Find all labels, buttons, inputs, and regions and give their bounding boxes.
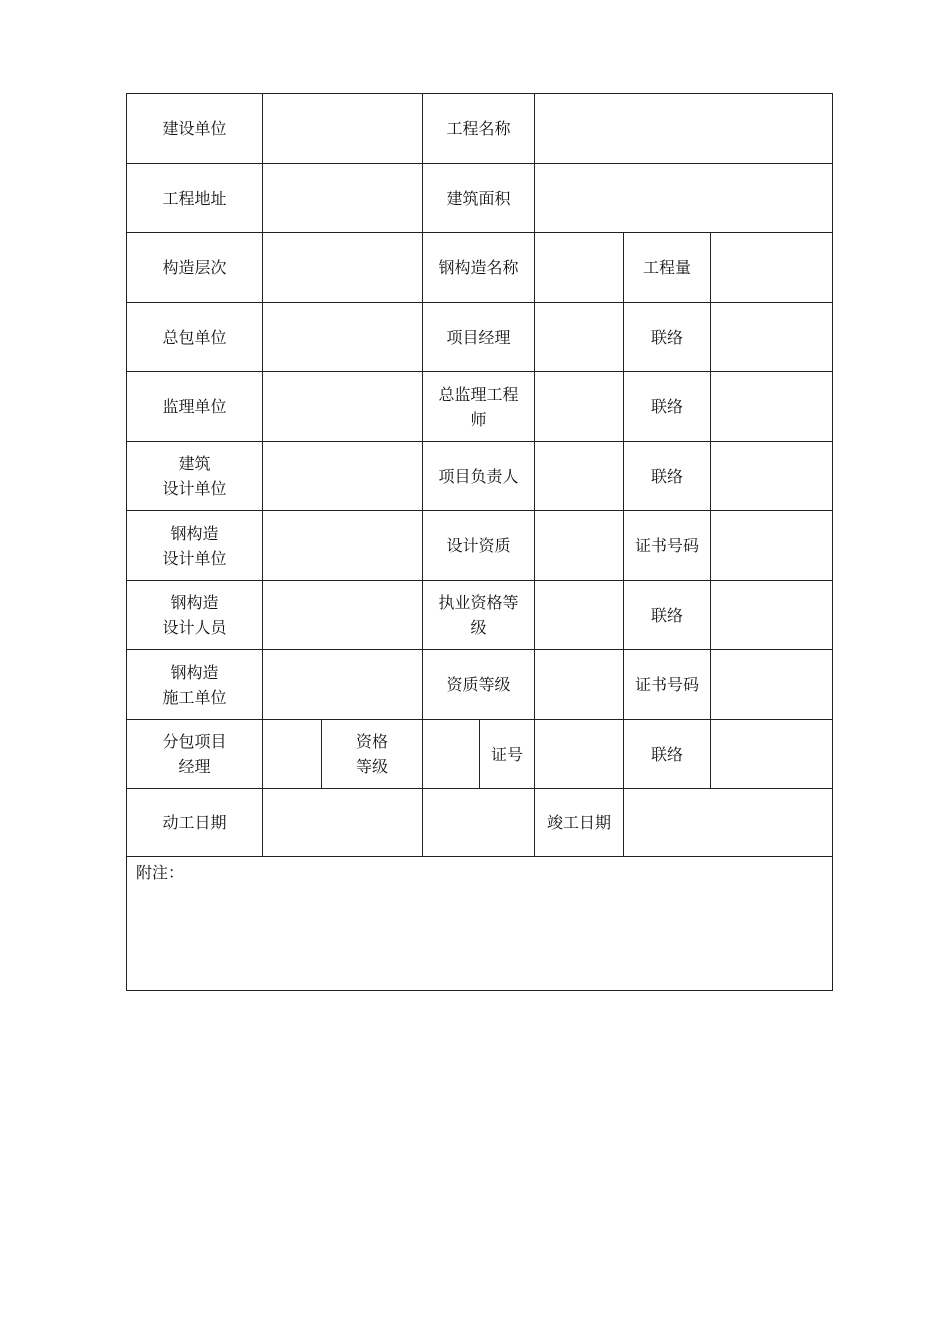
label-project-manager: 项目经理	[423, 303, 535, 372]
field-certificate-number[interactable]	[711, 650, 832, 720]
field-design-qualification[interactable]	[535, 511, 624, 581]
label-subcontract-project-manager: 分包项目 经理	[127, 720, 263, 789]
label-steel-design-unit: 钢构造 设计单位	[127, 511, 263, 581]
label-contact: 联络	[624, 372, 711, 442]
label-qualification-grade: 资质等级	[423, 650, 535, 720]
field-contact[interactable]	[711, 581, 832, 650]
field-completion-date[interactable]	[624, 789, 832, 857]
field-steel-design-unit[interactable]	[263, 511, 423, 581]
notes-label: 附注：	[136, 863, 185, 882]
label-completion-date: 竣工日期	[535, 789, 624, 857]
label-construction-unit: 建设单位	[127, 94, 263, 164]
field-quantity[interactable]	[711, 233, 832, 303]
label-contact: 联络	[624, 442, 711, 511]
field-steel-construction-unit[interactable]	[263, 650, 423, 720]
field-project-name[interactable]	[535, 94, 832, 164]
label-project-lead: 项目负责人	[423, 442, 535, 511]
label-certificate-number: 证书号码	[624, 511, 711, 581]
field-contact[interactable]	[711, 720, 832, 789]
field-steel-structure-name[interactable]	[535, 233, 624, 303]
field-start-date[interactable]	[263, 789, 423, 857]
label-chief-supervising-engineer: 总监理工程 师	[423, 372, 535, 442]
label-contact: 联络	[624, 303, 711, 372]
label-contact: 联络	[624, 720, 711, 789]
label-design-qualification: 设计资质	[423, 511, 535, 581]
field-contact[interactable]	[711, 442, 832, 511]
label-certificate-number: 证书号码	[624, 650, 711, 720]
field-project-address[interactable]	[263, 164, 423, 233]
label-general-contractor: 总包单位	[127, 303, 263, 372]
field-construction-unit[interactable]	[263, 94, 423, 164]
label-project-name: 工程名称	[423, 94, 535, 164]
label-steel-structure-name: 钢构造名称	[423, 233, 535, 303]
field-contact[interactable]	[711, 372, 832, 442]
field-certificate-number[interactable]	[711, 511, 832, 581]
registration-form-table	[126, 93, 833, 991]
label-qualification-level: 资格 等级	[322, 720, 423, 789]
label-building-area: 建筑面积	[423, 164, 535, 233]
field-building-area[interactable]	[535, 164, 832, 233]
field-certificate-no[interactable]	[535, 720, 624, 789]
field-qualification-grade[interactable]	[535, 650, 624, 720]
field-qualification-level[interactable]	[423, 720, 480, 789]
label-certificate-no: 证号	[480, 720, 535, 789]
label-project-address: 工程地址	[127, 164, 263, 233]
label-structure-level: 构造层次	[127, 233, 263, 303]
field-steel-designer[interactable]	[263, 581, 423, 650]
field-contact[interactable]	[711, 303, 832, 372]
field-practice-qualification-grade[interactable]	[535, 581, 624, 650]
field-general-contractor[interactable]	[263, 303, 423, 372]
label-start-date: 动工日期	[127, 789, 263, 857]
label-practice-qualification-grade: 执业资格等 级	[423, 581, 535, 650]
label-steel-construction-unit: 钢构造 施工单位	[127, 650, 263, 720]
field-project-manager[interactable]	[535, 303, 624, 372]
label-contact: 联络	[624, 581, 711, 650]
field-architectural-design-unit[interactable]	[263, 442, 423, 511]
field-structure-level[interactable]	[263, 233, 423, 303]
field-supervision-unit[interactable]	[263, 372, 423, 442]
field-chief-supervising-engineer[interactable]	[535, 372, 624, 442]
field-project-lead[interactable]	[535, 442, 624, 511]
field-subcontract-project-manager[interactable]	[263, 720, 322, 789]
field-start-date-extra[interactable]	[423, 789, 535, 857]
label-architectural-design-unit: 建筑 设计单位	[127, 442, 263, 511]
label-quantity: 工程量	[624, 233, 711, 303]
label-steel-designer: 钢构造 设计人员	[127, 581, 263, 650]
notes-area[interactable]	[127, 857, 832, 990]
label-supervision-unit: 监理单位	[127, 372, 263, 442]
